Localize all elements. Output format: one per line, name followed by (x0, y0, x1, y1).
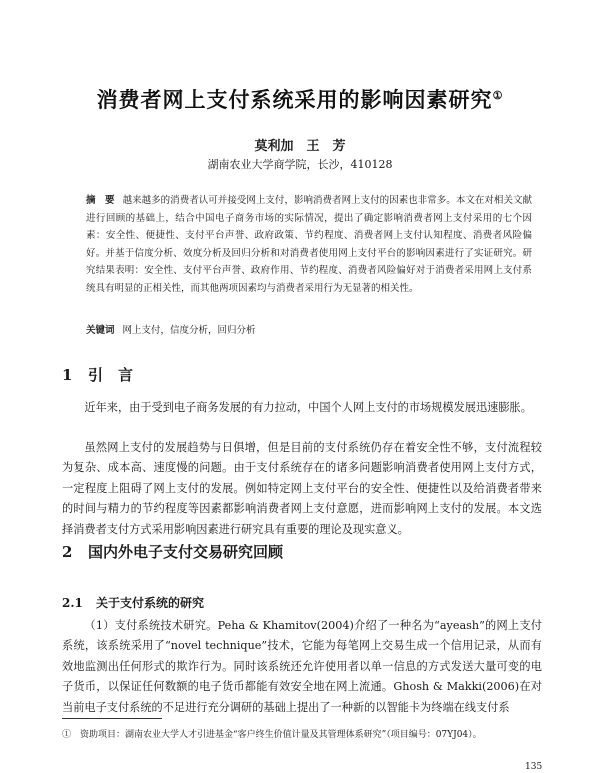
affiliation: 湖南农业大学商学院，长沙，410128 (207, 158, 393, 171)
paper-title (0, 84, 600, 114)
abstract (86, 192, 532, 298)
title-text: 消费者网上支付系统采用的影响因素研究 (96, 87, 493, 112)
abstract-text: 越来越多的消费者认可并接受网上支付，影响消费者网上支付的因素也非常多。本文在对相关文献进行回顾的基础上，结合中国电子商务市场的实际情况，提出了确定影响消费者网上支付采用的七个因素：安全性、便捷性、支付平台声誉、政府政策、节约程度、消费者网上支付认知程度、消费者风险偏好。并基于信度分析、效度分析及回归分析和对消费者使用网上支付平台的影响因素进行了实证研究。研究结果表明：安全性、支付平台声誉、政府作用、节约程度、消费者风险偏好对于消费者采用网上支付系统具有明显的正相关性，而其他两项因素均与消费者采用行为无显著的相关性。 (86, 195, 532, 294)
section-2-title: 国内外电子支付交易研究回顾 (88, 543, 284, 561)
section-1-paragraph-1: 近年来，由于受到电子商务发展的有力拉动，中国个人网上支付的市场规模发展迅速膨胀。 (84, 401, 532, 414)
authors: 莫利加 王 芳 (254, 139, 346, 154)
section-2-heading (62, 541, 283, 562)
section-2-1-title: 关于支付系统的研究 (96, 596, 205, 610)
section-2-1-heading (62, 594, 204, 611)
keywords-text: 网上支付，信度分析，回归分析 (122, 325, 256, 336)
section-2-1-number: 2.1 (62, 596, 83, 610)
section-1-heading (62, 364, 133, 385)
section-1-title: 引 言 (88, 366, 134, 384)
section-1-paragraph-2: 虽然网上支付的发展趋势与日俱增，但是目前的支付系统仍存在着安全性不够，支付流程较为复杂、成本高、速度慢的问题。由于支付系统存在的诸多问题影响消费者使用网上支付方式，一定程度上阻碍了网上支付的发展。例如特定网上支付平台的安全性、便捷性以及给消费者带来的时间与精力的节约程度等因素都影响消费者网上支付意愿，进而影响网上支付的发展。本文选择消费者支付方式采用影响因素进行研究具有重要的理论及现实意义。 (62, 441, 542, 536)
keywords (86, 323, 532, 339)
page-number: 135 (525, 762, 543, 772)
section-2-number: 2 (62, 543, 73, 561)
section-1-number: 1 (62, 366, 73, 384)
footnote-divider (62, 718, 162, 719)
keywords-label: 关键词 (86, 325, 115, 336)
section-2-1-paragraph-1: （1）支付系统技术研究。Peha & Khamitov(2004)介绍了一种名为“ayeash”的网上支付系统，该系统采用了“novel technique”技术，它能为每笔网上交易生成一个信用记录，从而有效地监测出任何形式的欺诈行为。同时该系统还允许使用者以单一信息的方式发送大量可变的电子货币，以保证任何数额的电子货币都能有效安全地在网上流通。Ghosh & Makki(2006)在对当前电子支付系统的不足进行充分调研的基础上提出了一种新的以智能卡为终端在线支付系 (62, 619, 542, 714)
footnote: ① 资助项目：湖南农业大学人才引进基金“客户终生价值计量及其管理体系研究”（项目编号：07YJ04）。 (62, 730, 482, 740)
abstract-label: 摘 要 (86, 195, 115, 206)
title-footnote-marker: ① (492, 89, 504, 102)
